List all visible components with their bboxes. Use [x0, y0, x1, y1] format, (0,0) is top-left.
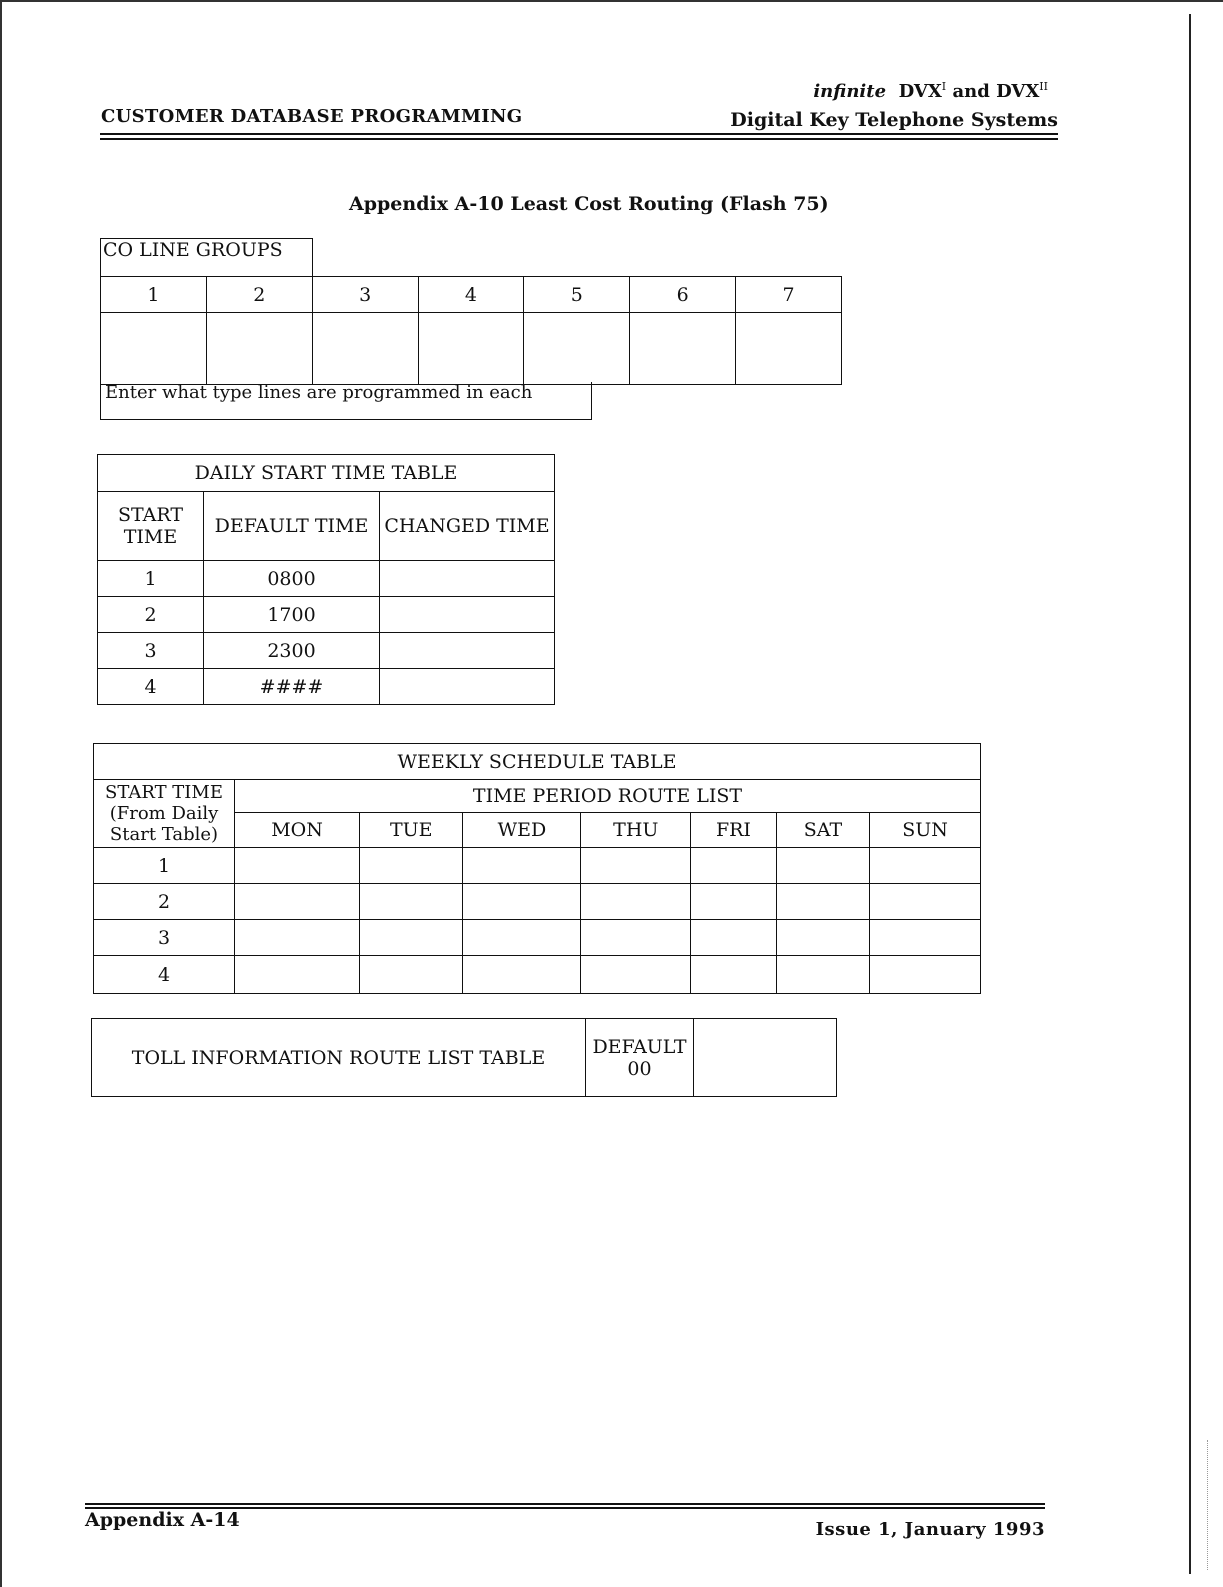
weekly-schedule-table — [93, 743, 981, 994]
weekly-table-title: WEEKLY SCHEDULE TABLE — [94, 744, 981, 780]
co-group-entry-cell[interactable] — [101, 313, 207, 385]
toll-default-cell — [586, 1019, 694, 1097]
product-name-1: DVX — [898, 81, 942, 102]
product-and: and — [952, 81, 990, 102]
product-name — [813, 80, 1048, 102]
weekly-entry-cell[interactable] — [235, 848, 360, 884]
toll-table-label: TOLL INFORMATION ROUTE LIST TABLE — [92, 1019, 586, 1097]
weekly-day-header: SUN — [870, 813, 981, 848]
daily-default-cell: #### — [204, 669, 380, 705]
weekly-row-label: 2 — [94, 884, 235, 920]
weekly-entry-cell[interactable] — [870, 920, 981, 956]
co-group-header: 4 — [418, 277, 524, 313]
weekly-entry-cell[interactable] — [691, 848, 776, 884]
weekly-row-label: 4 — [94, 956, 235, 994]
weekly-entry-cell[interactable] — [581, 848, 691, 884]
weekly-entry-cell[interactable] — [870, 956, 981, 994]
co-group-header: 1 — [101, 277, 207, 313]
weekly-entry-cell[interactable] — [463, 956, 581, 994]
page-number: Appendix A-14 — [85, 1509, 240, 1531]
weekly-entry-cell[interactable] — [360, 884, 463, 920]
co-line-groups-table — [100, 276, 842, 385]
co-group-header: 3 — [312, 277, 418, 313]
toll-default-value: 00 — [627, 1057, 652, 1080]
weekly-entry-cell[interactable] — [870, 848, 981, 884]
weekly-entry-cell[interactable] — [235, 956, 360, 994]
weekly-day-header: MON — [235, 813, 360, 848]
page-left-edge — [0, 0, 2, 1587]
weekly-entry-cell[interactable] — [463, 920, 581, 956]
weekly-entry-cell[interactable] — [776, 848, 870, 884]
weekly-day-header: WED — [463, 813, 581, 848]
daily-header-start-time: START TIME — [98, 492, 204, 561]
weekly-entry-cell[interactable] — [691, 956, 776, 994]
page-title: Appendix A-10 Least Cost Routing (Flash 75) — [349, 193, 829, 215]
toll-default-label: DEFAULT — [592, 1035, 687, 1058]
weekly-day-header: TUE — [360, 813, 463, 848]
co-group-header: 7 — [736, 277, 842, 313]
weekly-entry-cell[interactable] — [581, 956, 691, 994]
header-rule — [100, 133, 1058, 135]
weekly-entry-cell[interactable] — [360, 920, 463, 956]
co-group-entry-cell[interactable] — [630, 313, 736, 385]
daily-start-cell: 1 — [98, 561, 204, 597]
daily-start-cell: 3 — [98, 633, 204, 669]
weekly-day-header: SAT — [776, 813, 870, 848]
daily-start-time-table — [97, 454, 555, 705]
product-prefix: infinite — [813, 81, 887, 102]
co-line-groups-label: CO LINE GROUPS — [100, 238, 313, 276]
weekly-entry-cell[interactable] — [360, 956, 463, 994]
weekly-day-header: FRI — [691, 813, 776, 848]
page-right-edge — [1189, 14, 1191, 1574]
co-group-entry-cell[interactable] — [736, 313, 842, 385]
daily-start-cell: 4 — [98, 669, 204, 705]
daily-changed-cell[interactable] — [380, 597, 555, 633]
weekly-entry-cell[interactable] — [360, 848, 463, 884]
product-sup-2: II — [1039, 80, 1048, 93]
footer-rule — [85, 1503, 1045, 1505]
daily-changed-cell[interactable] — [380, 633, 555, 669]
daily-start-cell: 2 — [98, 597, 204, 633]
page-edge-dots — [1207, 1440, 1209, 1570]
header-rule-double — [100, 138, 1058, 140]
weekly-entry-cell[interactable] — [235, 884, 360, 920]
issue-date: Issue 1, January 1993 — [815, 1519, 1045, 1540]
weekly-entry-cell[interactable] — [463, 848, 581, 884]
daily-header-default-time: DEFAULT TIME — [204, 492, 380, 561]
daily-table-title: DAILY START TIME TABLE — [98, 455, 555, 492]
weekly-entry-cell[interactable] — [776, 956, 870, 994]
weekly-entry-cell[interactable] — [776, 884, 870, 920]
daily-default-cell: 2300 — [204, 633, 380, 669]
daily-default-cell: 1700 — [204, 597, 380, 633]
section-heading: CUSTOMER DATABASE PROGRAMMING — [101, 106, 523, 127]
co-group-header: 6 — [630, 277, 736, 313]
toll-info-route-list-table — [91, 1018, 837, 1097]
weekly-row-label: 1 — [94, 848, 235, 884]
daily-changed-cell[interactable] — [380, 669, 555, 705]
weekly-entry-cell[interactable] — [235, 920, 360, 956]
daily-default-cell: 0800 — [204, 561, 380, 597]
weekly-entry-cell[interactable] — [691, 884, 776, 920]
co-group-entry-cell[interactable] — [206, 313, 312, 385]
co-group-entry-cell[interactable] — [312, 313, 418, 385]
co-group-header: 5 — [524, 277, 630, 313]
weekly-entry-cell[interactable] — [581, 884, 691, 920]
weekly-entry-cell[interactable] — [463, 884, 581, 920]
weekly-start-time-header: START TIME (From Daily Start Table) — [94, 780, 235, 848]
product-line: Digital Key Telephone Systems — [730, 109, 1058, 131]
weekly-day-header: THU — [581, 813, 691, 848]
daily-header-changed-time: CHANGED TIME — [380, 492, 555, 561]
daily-changed-cell[interactable] — [380, 561, 555, 597]
co-group-entry-cell[interactable] — [524, 313, 630, 385]
weekly-entry-cell[interactable] — [691, 920, 776, 956]
toll-entry-cell[interactable] — [694, 1019, 837, 1097]
weekly-route-list-header: TIME PERIOD ROUTE LIST — [235, 780, 981, 813]
co-line-groups-note: Enter what type lines are programmed in each — [100, 382, 592, 420]
weekly-entry-cell[interactable] — [581, 920, 691, 956]
product-name-2: DVX — [996, 81, 1040, 102]
co-group-entry-cell[interactable] — [418, 313, 524, 385]
product-sup-1: I — [941, 80, 947, 93]
co-group-header: 2 — [206, 277, 312, 313]
page-top-edge — [0, 0, 1223, 2]
weekly-row-label: 3 — [94, 920, 235, 956]
weekly-entry-cell[interactable] — [776, 920, 870, 956]
weekly-entry-cell[interactable] — [870, 884, 981, 920]
